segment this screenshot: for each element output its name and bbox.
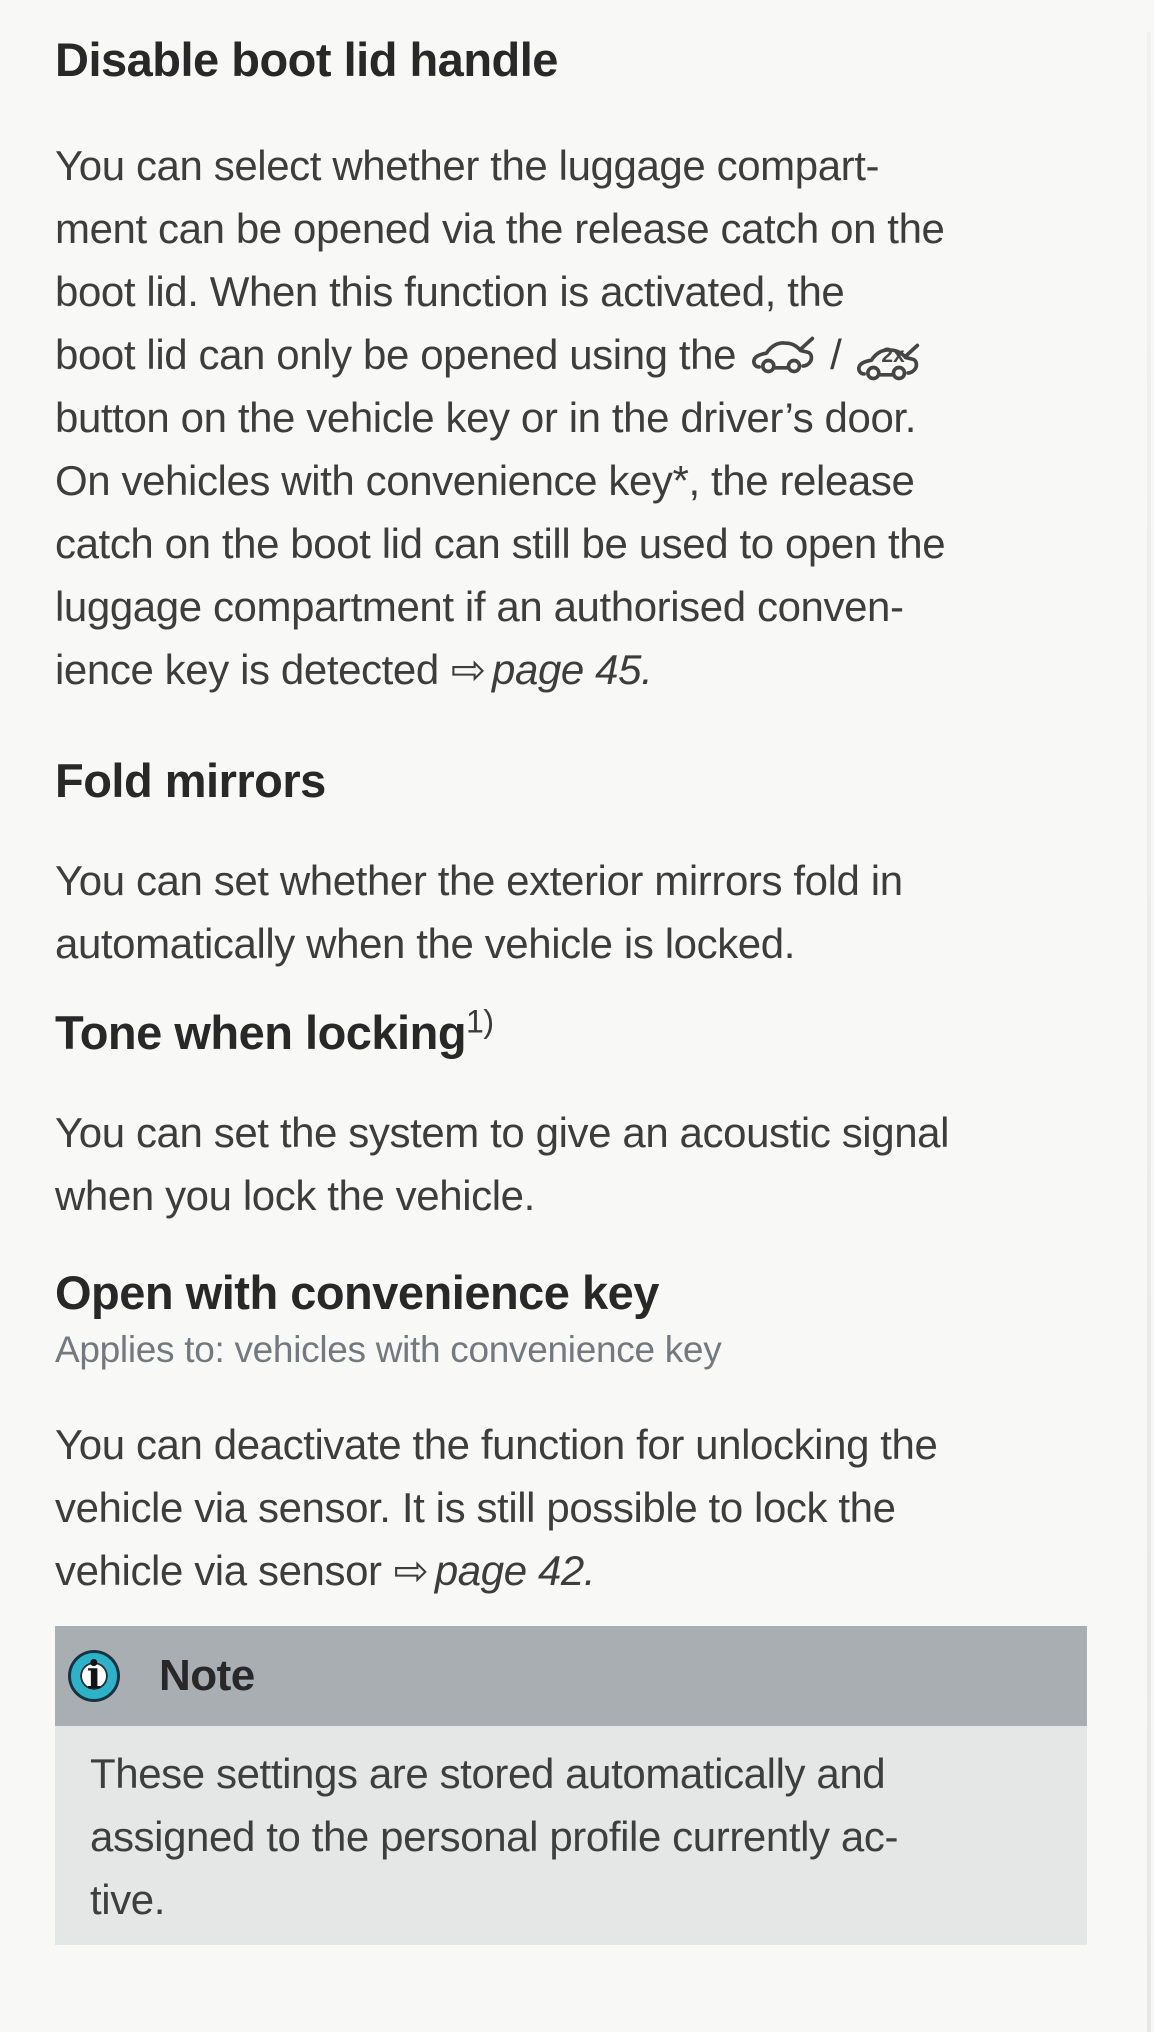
heading-disable-boot-lid-handle: Disable boot lid handle — [55, 33, 558, 86]
paragraph-boot-lid — [55, 134, 1099, 701]
heading-open-with-convenience-key: Open with convenience key — [55, 1266, 659, 1319]
2x-label: 2x — [881, 343, 905, 367]
heading-tone-when-locking — [55, 1005, 1099, 1061]
footnote-marker: 1) — [466, 1003, 494, 1040]
paragraph-line: catch on the boot lid can still be used to open the — [55, 520, 946, 567]
paragraph-line: You can select whether the luggage compart- — [55, 142, 880, 189]
info-icon-glyph: i — [86, 1652, 102, 1697]
paragraph-line: ment can be opened via the release catch on the — [55, 205, 945, 252]
paragraph-line-text: ience key is detected — [55, 646, 439, 693]
paragraph-line-with-ref — [55, 1539, 1099, 1602]
paragraph-line: when you lock the vehicle. — [55, 1172, 535, 1219]
boot-release-button-2x-icon — [855, 340, 921, 384]
paragraph-line: luggage compartment if an authorised conven- — [55, 583, 904, 630]
page-edge-line — [1147, 32, 1151, 2032]
heading-text: Tone when locking — [55, 1006, 467, 1059]
page-ref: page 45. — [492, 646, 653, 693]
note-line: assigned to the personal profile currently ac- — [90, 1813, 899, 1860]
paragraph-line-with-icons — [55, 323, 1099, 386]
paragraph-fold-mirrors — [55, 849, 1099, 975]
note-line: tive. — [90, 1876, 166, 1923]
paragraph-tone-when-locking — [55, 1101, 1099, 1227]
note-line: These settings are stored automatically and — [90, 1750, 886, 1797]
boot-release-button-icon — [750, 333, 816, 377]
note-body — [55, 1726, 1087, 1945]
page-ref: page 42. — [434, 1547, 596, 1594]
paragraph-line-text: boot lid can only be opened using the — [55, 331, 737, 378]
page-ref-arrow-icon: ⇨ — [393, 1547, 429, 1594]
paragraph-line: vehicle via sensor. It is still possible to lock the — [55, 1484, 896, 1531]
info-icon — [71, 1653, 117, 1699]
icon-separator: / — [830, 331, 842, 378]
manual-page — [0, 32, 1154, 2032]
paragraph-line: boot lid. When this function is activated, the — [55, 268, 845, 315]
paragraph-open-with-convenience-key — [55, 1413, 1099, 1602]
paragraph-line: On vehicles with convenience key*, the release — [55, 457, 915, 504]
paragraph-line: You can set whether the exterior mirrors fold in — [55, 857, 903, 904]
note-callout-box — [55, 1626, 1087, 1945]
paragraph-line: You can set the system to give an acoustic signal — [55, 1109, 950, 1156]
note-header — [55, 1626, 1087, 1726]
paragraph-line: automatically when the vehicle is locked. — [55, 920, 795, 967]
paragraph-line-text: vehicle via sensor — [55, 1547, 382, 1594]
paragraph-line-with-ref — [55, 638, 1099, 701]
paragraph-line: You can deactivate the function for unlocking the — [55, 1421, 938, 1468]
paragraph-line: button on the vehicle key or in the driver’s door. — [55, 394, 916, 441]
heading-fold-mirrors: Fold mirrors — [55, 754, 326, 807]
note-title: Note — [159, 1651, 255, 1700]
page-ref-arrow-icon: ⇨ — [450, 646, 487, 693]
applies-to-note: Applies to: vehicles with convenience key — [55, 1329, 722, 1370]
